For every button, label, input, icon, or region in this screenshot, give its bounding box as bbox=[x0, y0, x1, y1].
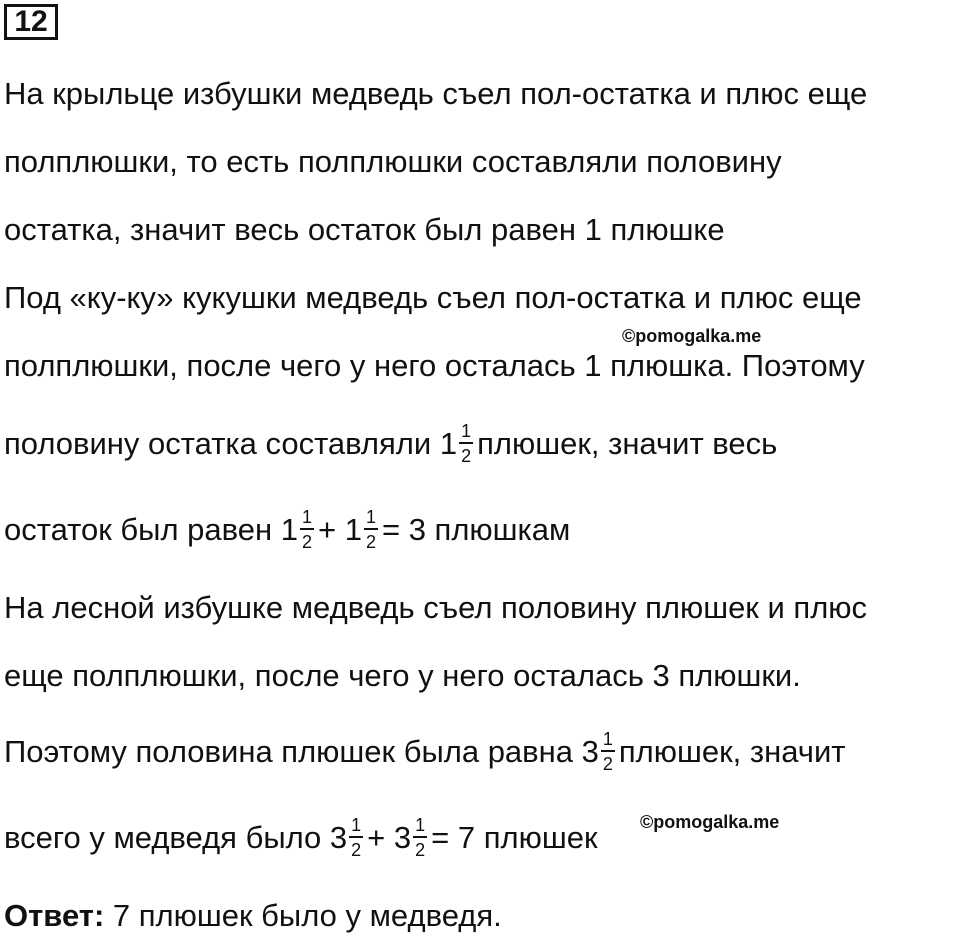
fraction-denominator: 2 bbox=[415, 840, 426, 861]
fraction-numerator: 1 bbox=[364, 508, 378, 530]
line11-text-mid: + 3 bbox=[367, 820, 412, 855]
solution-line-6 bbox=[4, 421, 778, 467]
answer-label: Ответ: bbox=[4, 898, 105, 933]
fraction-denominator: 2 bbox=[351, 840, 362, 861]
fraction-numerator: 1 bbox=[459, 422, 473, 444]
solution-line-3: остатка, значит весь остаток был равен 1 плюшке bbox=[4, 212, 725, 247]
fraction-one-half bbox=[300, 508, 314, 551]
fraction-numerator: 1 bbox=[601, 730, 615, 752]
solution-line-7 bbox=[4, 507, 571, 553]
watermark-2: ©pomogalka.me bbox=[640, 812, 780, 832]
fraction-denominator: 2 bbox=[365, 532, 376, 553]
fraction-denominator: 2 bbox=[461, 446, 472, 467]
line7-text-mid: + 1 bbox=[318, 512, 362, 547]
fraction-numerator: 1 bbox=[300, 508, 314, 530]
line7-text-before: остаток был равен 1 bbox=[4, 512, 298, 547]
line11-text-before: всего у медведя было 3 bbox=[4, 820, 348, 855]
solution-line-9: еще полплюшки, после чего у него осталась 3 плюшки. bbox=[4, 658, 801, 693]
fraction-one-half bbox=[349, 816, 363, 859]
solution-line-11 bbox=[4, 815, 598, 861]
task-number-box: 12 bbox=[4, 4, 58, 40]
fraction-denominator: 2 bbox=[301, 532, 312, 553]
fraction-one-half bbox=[601, 730, 615, 773]
solution-line-4: Под «ку-ку» кукушки медведь съел пол-остатка и плюс еще bbox=[4, 280, 862, 315]
solution-line-10 bbox=[4, 729, 846, 775]
line6-text-before: половину остатка составляли 1 bbox=[4, 426, 458, 461]
solution-line-1: На крыльце избушки медведь съел пол-остатка и плюс еще bbox=[4, 76, 868, 111]
line11-text-after: = 7 плюшек bbox=[431, 820, 598, 855]
fraction-one-half bbox=[413, 816, 427, 859]
watermark-1: ©pomogalka.me bbox=[622, 326, 762, 346]
line10-text-before: Поэтому половина плюшек была равна 3 bbox=[4, 734, 599, 769]
fraction-denominator: 2 bbox=[602, 754, 613, 775]
solution-line-8: На лесной избушке медведь съел половину плюшек и плюс bbox=[4, 590, 868, 625]
line6-text-after: плюшек, значит весь bbox=[477, 426, 778, 461]
solution-line-5: полплюшки, после чего у него осталась 1 плюшка. Поэтому bbox=[4, 348, 865, 383]
solution-line-2: полплюшки, то есть полплюшки составляли половину bbox=[4, 144, 782, 179]
answer-text: 7 плюшек было у медведя. bbox=[112, 898, 502, 933]
fraction-one-half bbox=[364, 508, 378, 551]
fraction-numerator: 1 bbox=[413, 816, 427, 838]
line10-text-after: плюшек, значит bbox=[618, 734, 846, 769]
line7-text-after: = 3 плюшкам bbox=[381, 512, 571, 547]
fraction-one-half bbox=[459, 422, 473, 465]
fraction-numerator: 1 bbox=[349, 816, 363, 838]
answer-line bbox=[4, 896, 502, 936]
